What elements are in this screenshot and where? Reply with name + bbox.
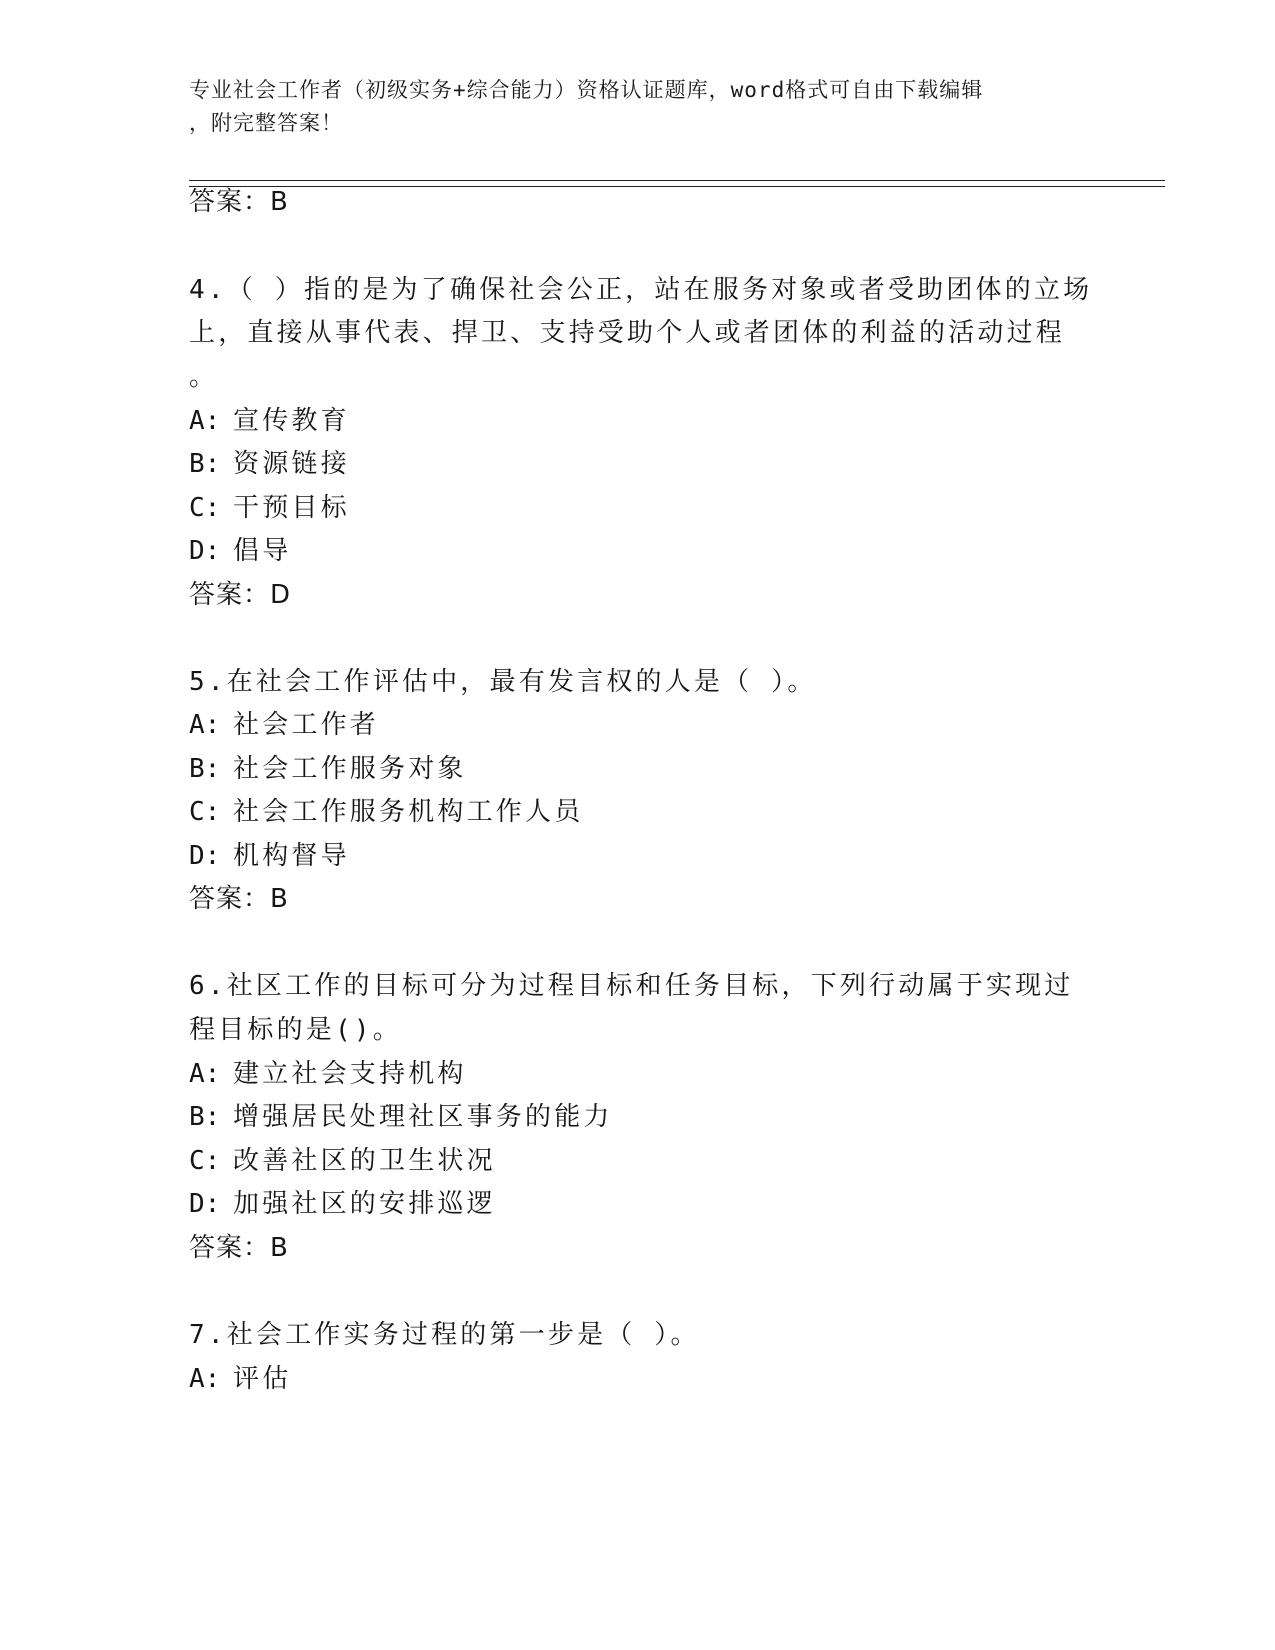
question-4-option-b <box>189 447 350 481</box>
option-text: 社会工作者 <box>233 710 380 740</box>
option-text: 资源链接 <box>233 449 350 479</box>
question-5-option-b <box>189 752 467 786</box>
question-4-answer: 答案：D <box>189 580 292 610</box>
option-text: 机构督导 <box>233 841 350 871</box>
question-5-answer: 答案：B <box>189 884 289 914</box>
option-letter: A: <box>189 1059 221 1089</box>
option-text: 建立社会支持机构 <box>233 1059 467 1089</box>
header-double-rule <box>189 180 1165 187</box>
option-text: 增强居民处理社区事务的能力 <box>233 1102 613 1132</box>
question-6-answer: 答案：B <box>189 1233 289 1263</box>
question-6-option-b <box>189 1100 613 1134</box>
option-letter: A: <box>189 406 221 436</box>
question-7-stem-line-1: 7.社会工作实务过程的第一步是（ ）。 <box>189 1320 700 1350</box>
question-5-stem-line-1: 5.在社会工作评估中，最有发言权的人是（ ）。 <box>189 667 817 697</box>
option-letter: C: <box>189 493 221 523</box>
option-text: 评估 <box>233 1364 292 1394</box>
question-4-stem-line-2: 上，直接从事代表、捍卫、支持受助个人或者团体的利益的活动过程 <box>189 318 1066 348</box>
option-text: 社会工作服务对象 <box>233 754 467 784</box>
question-6-option-a <box>189 1057 467 1091</box>
question-5-option-a <box>189 708 379 742</box>
option-text: 干预目标 <box>233 493 350 523</box>
header-title-line-2: ，附完整答案！ <box>189 111 343 135</box>
option-letter: A: <box>189 1364 221 1394</box>
header-title-line-1: 专业社会工作者（初级实务+综合能力）资格认证题库，word格式可自由下载编辑 <box>189 78 984 102</box>
question-7-option-a <box>189 1362 291 1396</box>
option-letter: D: <box>189 536 221 566</box>
question-4-stem-line-3: 。 <box>189 362 219 392</box>
option-text: 宣传教育 <box>233 406 350 436</box>
option-letter: B: <box>189 754 221 784</box>
option-letter: A: <box>189 710 221 740</box>
option-text: 社会工作服务机构工作人员 <box>233 797 584 827</box>
question-4-stem-line-1: 4.（ ）指的是为了确保社会公正，站在服务对象或者受助团体的立场 <box>189 275 1093 305</box>
question-6-stem-line-2: 程目标的是()。 <box>189 1015 402 1045</box>
previous-answer: 答案：B <box>189 187 289 217</box>
question-5-option-d <box>189 839 350 873</box>
option-text: 改善社区的卫生状况 <box>233 1146 496 1176</box>
option-letter: D: <box>189 1189 221 1219</box>
question-4-option-d <box>189 534 291 568</box>
question-4-option-a <box>189 404 350 438</box>
option-text: 加强社区的安排巡逻 <box>233 1189 496 1219</box>
option-letter: B: <box>189 449 221 479</box>
question-5-option-c <box>189 795 583 829</box>
question-6-stem-line-1: 6.社区工作的目标可分为过程目标和任务目标，下列行动属于实现过 <box>189 971 1074 1001</box>
option-letter: D: <box>189 841 221 871</box>
question-6-option-c <box>189 1144 496 1178</box>
question-6-option-d <box>189 1187 496 1221</box>
option-letter: C: <box>189 1146 221 1176</box>
question-4-option-c <box>189 491 350 525</box>
option-letter: B: <box>189 1102 221 1132</box>
option-text: 倡导 <box>233 536 292 566</box>
option-letter: C: <box>189 797 221 827</box>
page-header <box>189 74 1089 140</box>
